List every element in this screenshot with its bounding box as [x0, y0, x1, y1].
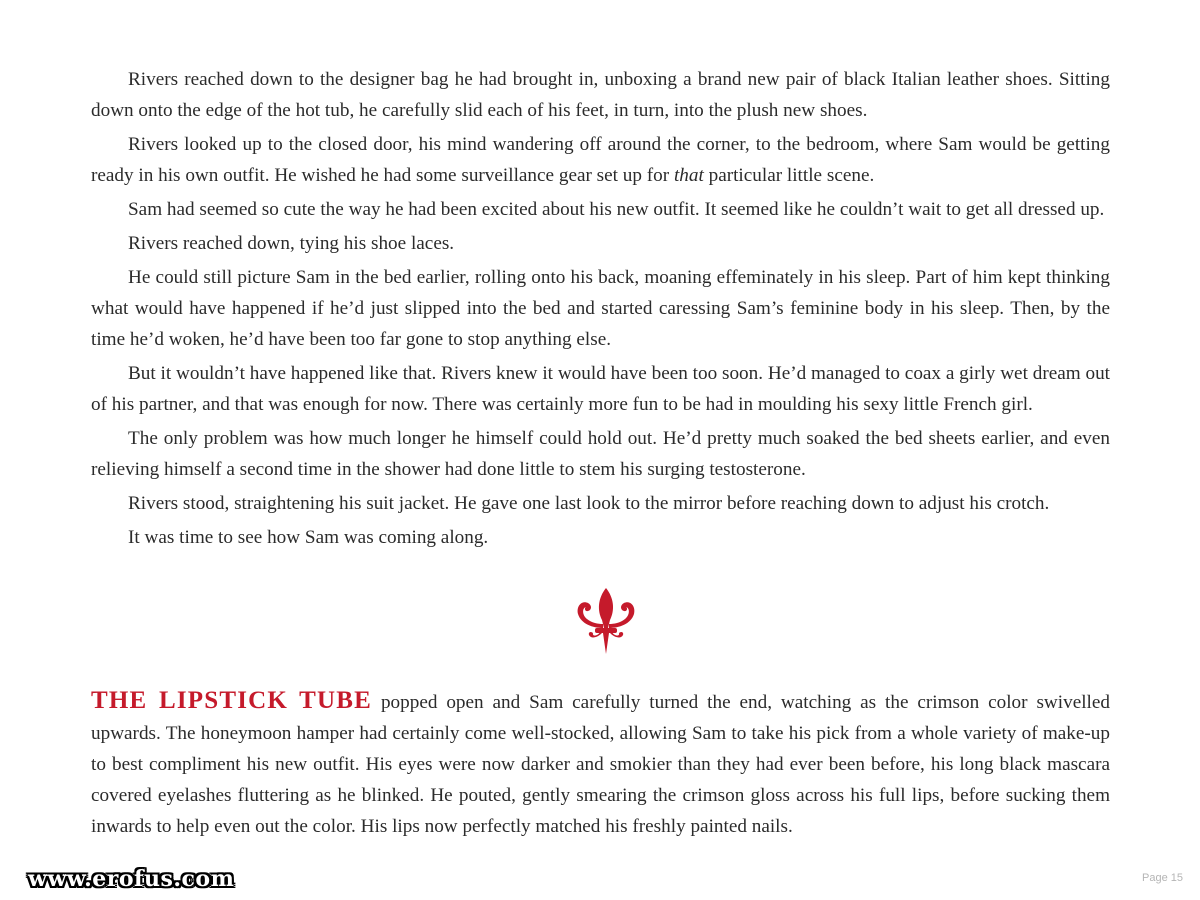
emphasis: that — [673, 165, 704, 186]
paragraph: Rivers reached down, tying his shoe laces. — [128, 233, 455, 254]
paragraph: But it wouldn’t have happened like that. Rivers knew it would have been too soon. He’d managed to coax a girly wet dream out of his partner, and that was enough for now. There was certainly more fun to be had in moulding his sexy little French girl. — [91, 363, 1110, 415]
fleur-de-lis-icon — [573, 586, 639, 656]
section-body: popped open and Sam carefully turned the end, watching as the crimson color swivelled upwards. The honeymoon hamper had certainly come well-stocked, allowing Sam to take his pick from a whole variety of make-up to best compliment his new outfit. His eyes were now darker and smokier than they had ever been before, his long black mascara covered eyelashes fluttering as he blinked. He pouted, gently smearing the crimson gloss across his full lips, before sucking them inwards to help even out the color. His lips now perfectly matched his freshly painted nails. — [91, 692, 1110, 837]
paragraph: Sam had seemed so cute the way he had been excited about his new outfit. It seemed like he couldn’t wait to get all dressed up. — [128, 199, 1105, 220]
paragraph: He could still picture Sam in the bed earlier, rolling onto his back, moaning effeminately in his sleep. Part of him kept thinking what would have happened if he’d just slipped into the bed and started caressing Sam’s feminine body in his sleep. Then, by the time he’d woken, he’d have been too far gone to stop anything else. — [91, 267, 1110, 350]
paragraph-text: Rivers looked up to the closed door, his mind wandering off around the corner, to the bedroom, where Sam would be getting ready in his own outfit. He wished he had some surveillance gear set up for — [91, 134, 1110, 186]
paragraph: The only problem was how much longer he himself could hold out. He’d pretty much soaked the bed sheets earlier, and even relieving himself a second time in the shower had done little to stem his surging testosterone. — [91, 428, 1110, 480]
paragraph: It was time to see how Sam was coming along. — [128, 527, 489, 548]
story-text — [91, 64, 1110, 556]
page-number: Page 15 — [1142, 872, 1183, 884]
section-opening — [91, 685, 1110, 842]
paragraph-text: particular little scene. — [703, 165, 875, 186]
paragraph — [91, 129, 1110, 191]
section-lead-in: THE LIPSTICK TUBE — [91, 687, 373, 714]
paragraph: Rivers stood, straightening his suit jacket. He gave one last look to the mirror before reaching down to adjust his crotch. — [128, 493, 1050, 514]
watermark: www.erofus.com — [28, 866, 235, 892]
paragraph: Rivers reached down to the designer bag he had brought in, unboxing a brand new pair of black Italian leather shoes. Sitting down onto the edge of the hot tub, he carefully slid each of his feet, in turn, into the plush new shoes. — [91, 69, 1110, 121]
